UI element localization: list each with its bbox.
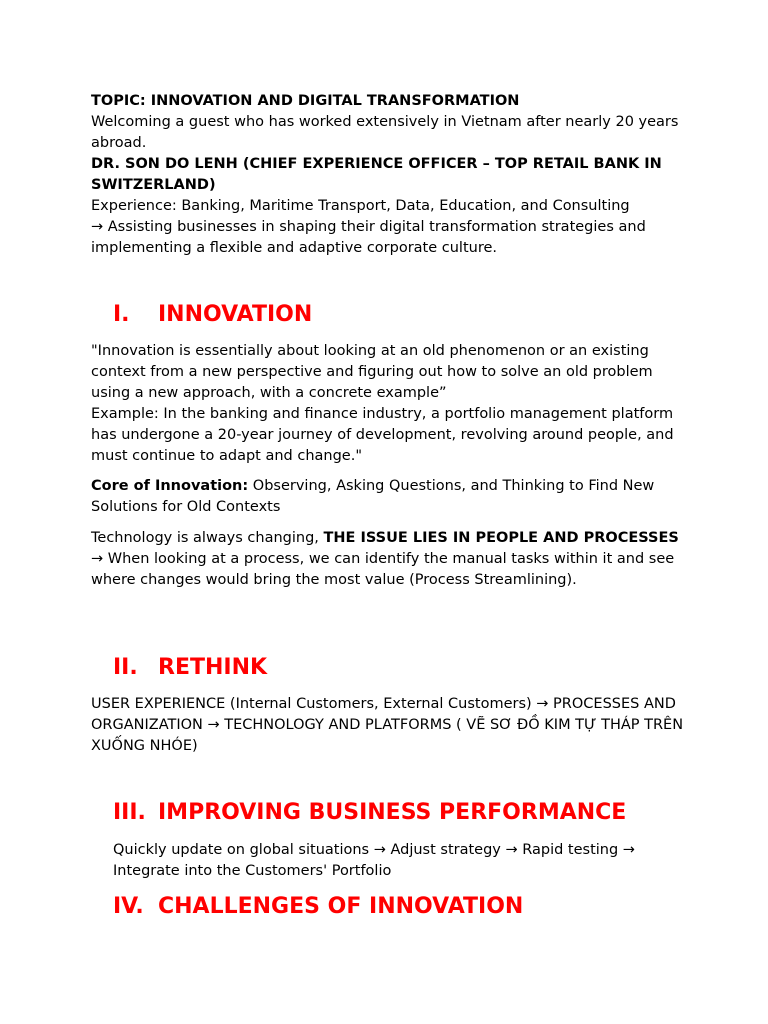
- improving-paragraph: [113, 840, 683, 882]
- core-text: Observing, Asking Questions, and Thinking to Find New Solutions for Old Contexts: [91, 478, 655, 515]
- section-number: IV.: [113, 894, 144, 919]
- section-number: II.: [113, 655, 138, 680]
- section-title: CHALLENGES OF INNOVATION: [158, 894, 524, 919]
- core-label: Core of Innovation:: [91, 478, 249, 494]
- improving-text: Quickly update on global situations → Adjust strategy → Rapid testing → Integrate into the Customers' Portfolio: [113, 842, 635, 879]
- innovation-quote: "Innovation is essentially about looking at an old phenomenon or an existing context from a new perspective and figuring out how to solve an old problem using a new approach, with a concrete example”: [91, 343, 653, 401]
- section-heading-improving: [113, 799, 753, 827]
- tech-prefix: Technology is always changing,: [91, 530, 324, 546]
- rethink-text: USER EXPERIENCE (Internal Customers, External Customers) → PROCESSES AND ORGANIZATION → TECHNOLOGY AND PLATFORMS ( VẼ SƠ ĐỒ KIM TỰ THÁP TRÊN XUỐNG NHÓE): [91, 696, 684, 754]
- innovation-quote-block: [91, 341, 691, 467]
- technology-paragraph: [91, 528, 691, 591]
- experience-text: Experience: Banking, Maritime Transport, Data, Education, and Consulting: [91, 198, 630, 214]
- section-title: RETHINK: [158, 655, 268, 680]
- topic-title: TOPIC: INNOVATION AND DIGITAL TRANSFORMATION: [91, 93, 520, 109]
- speaker-name: DR. SON DO LENH (CHIEF EXPERIENCE OFFICER – TOP RETAIL BANK IN SWITZERLAND): [91, 156, 662, 193]
- welcome-text: Welcoming a guest who has worked extensively in Vietnam after nearly 20 years abroad.: [91, 114, 679, 151]
- section-number: I.: [113, 302, 130, 327]
- tech-bold: THE ISSUE LIES IN PEOPLE AND PROCESSES: [323, 530, 679, 546]
- assisting-text: → Assisting businesses in shaping their digital transformation strategies and implementing a flexible and adaptive corporate culture.: [91, 219, 646, 256]
- intro-block: [91, 91, 691, 259]
- innovation-example: Example: In the banking and finance industry, a portfolio management platform has undergone a 20-year journey of development, revolving around people, and must continue to adapt and change.": [91, 406, 674, 464]
- section-title: IMPROVING BUSINESS PERFORMANCE: [158, 800, 627, 825]
- section-heading-rethink: [113, 654, 753, 682]
- rethink-paragraph: [91, 694, 691, 757]
- core-innovation-paragraph: [91, 476, 691, 518]
- section-heading-innovation: [113, 301, 753, 329]
- tech-arrow-text: → When looking at a process, we can identify the manual tasks within it and see where changes would bring the most value (Process Streamlining).: [91, 551, 675, 588]
- section-heading-challenges: [113, 893, 753, 921]
- section-number: III.: [113, 800, 146, 825]
- section-title: INNOVATION: [158, 302, 313, 327]
